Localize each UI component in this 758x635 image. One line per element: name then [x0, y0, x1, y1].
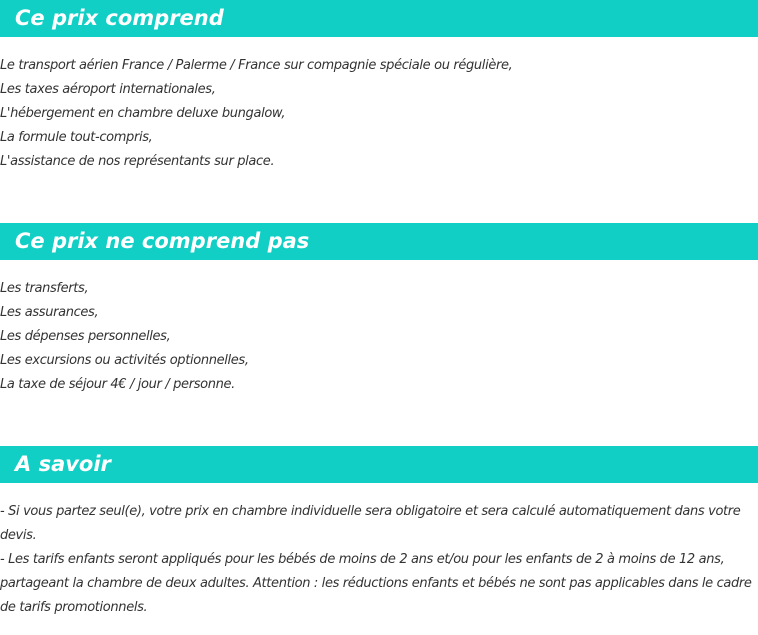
good-to-know-section	[0, 446, 758, 620]
list-item: Les transferts,	[0, 281, 89, 296]
not-included-list	[0, 260, 758, 397]
list-item: L'hébergement en chambre deluxe bungalow,	[0, 106, 286, 121]
included-section-title: Ce prix comprend	[0, 0, 758, 37]
list-item: Les assurances,	[0, 305, 99, 320]
list-item: La formule tout-compris,	[0, 130, 153, 145]
list-item: L'assistance de nos représentants sur place.	[0, 154, 275, 169]
included-section	[0, 0, 758, 174]
list-item: - Les tarifs enfants seront appliqués pour les bébés de moins de 2 ans et/ou pour les enfants de 2 à moins de 12 ans, partageant la chambre de deux adultes. Attention : les réductions enfants et bébés ne sont pas applicables dans le cadre de tarifs promotionnels.	[0, 552, 752, 615]
not-included-section-title: Ce prix ne comprend pas	[0, 223, 758, 260]
list-item: Le transport aérien France / Palerme / France sur compagnie spéciale ou régulière,	[0, 58, 513, 73]
good-to-know-section-title: A savoir	[0, 446, 758, 483]
included-list	[0, 37, 758, 174]
list-item: Les dépenses personnelles,	[0, 329, 171, 344]
not-included-section	[0, 223, 758, 397]
good-to-know-list	[0, 483, 758, 620]
list-item: La taxe de séjour 4€ / jour / personne.	[0, 377, 235, 392]
list-item: - Si vous partez seul(e), votre prix en chambre individuelle sera obligatoire et sera calculé automatiquement dans votre devis.	[0, 504, 741, 543]
list-item: Les excursions ou activités optionnelles,	[0, 353, 249, 368]
list-item: Les taxes aéroport internationales,	[0, 82, 216, 97]
